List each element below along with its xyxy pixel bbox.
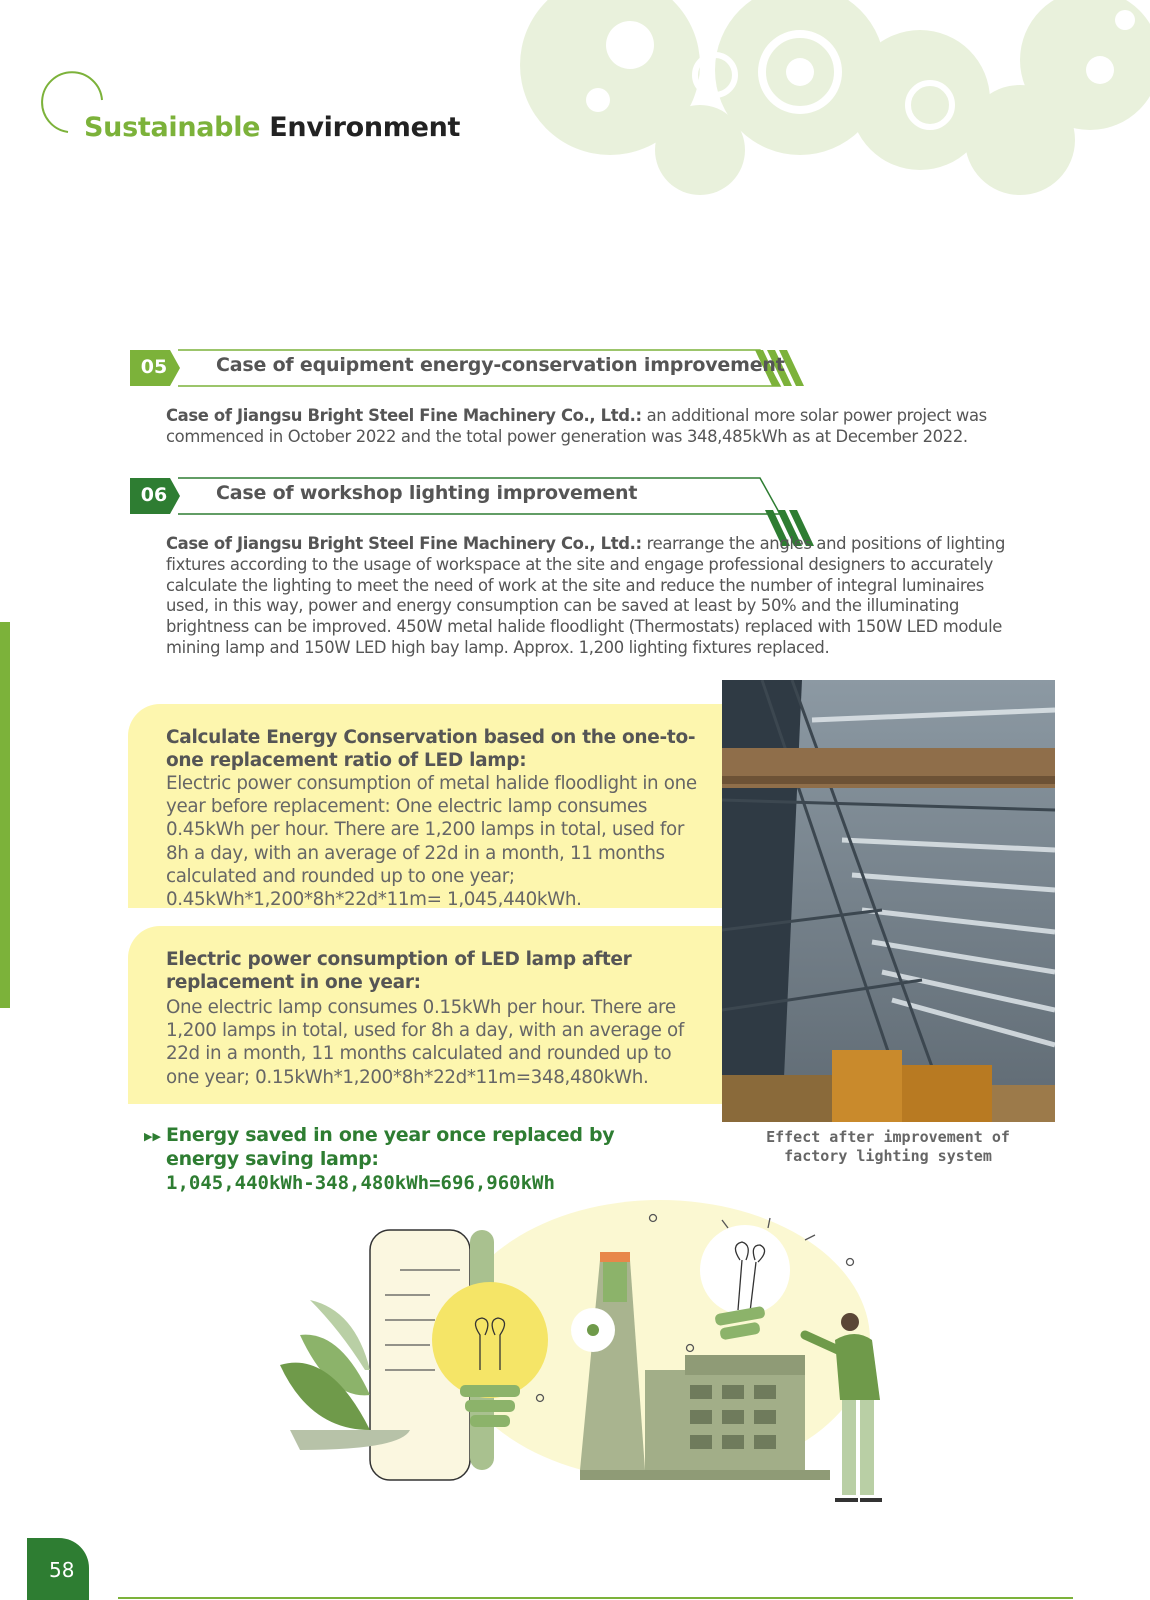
- photo-caption: Effect after improvement of factory lighting system: [766, 1128, 1010, 1165]
- calc-before-body: Electric power consumption of metal halide floodlight in one year before replacement: One electric lamp consumes 0.45kWh per hour. There are 1,200 lamps in total, used for 8h a day, with an average of 22d in a month, 11 months calculated and rounded up to one year; 0.45kWh*1,200*8h*22d*11m= 1,045,440kWh.: [166, 773, 697, 911]
- section-06-paragraph: [166, 534, 1016, 659]
- section-05-company: Case of Jiangsu Bright Steel Fine Machinery Co., Ltd.:: [166, 406, 642, 425]
- energy-saved-calculation: 1,045,440kWh-348,480kWh=696,960kWh: [166, 1172, 555, 1194]
- gears-decoration: [500, 0, 1150, 210]
- energy-saving-illustration: [260, 1200, 940, 1520]
- section-05-header: [130, 348, 830, 388]
- section-06-number: 06: [140, 484, 168, 506]
- page-title-green: Sustainable: [84, 112, 261, 143]
- calc-after-box: [128, 926, 728, 1104]
- page-title: [84, 112, 460, 143]
- page-number: 58: [27, 1538, 89, 1600]
- section-05-title: Case of equipment energy-conservation improvement: [216, 354, 785, 376]
- section-05-body: an additional more solar power project was commenced in October 2022 and the total power generation was 348,485kWh as at December 2022.: [166, 406, 987, 446]
- section-05-number: 05: [140, 356, 168, 378]
- section-06-body: rearrange the angles and positions of lighting fixtures according to the usage of workspace at the site and engage professional designers to accurately calculate the lighting to meet the need of work at the site and reduce the number of integral luminaires used, in this way, power and energy consumption can be saved at least by 50% and the illuminating brightness can be improved. 450W metal halide floodlight (Thermostats) replaced with 150W LED module mining lamp and 150W LED high bay lamp. Approx. 1,200 lighting fixtures replaced.: [166, 534, 1006, 657]
- calc-before-title: Calculate Energy Conservation based on the one-to-one replacement ratio of LED lamp:: [166, 727, 696, 771]
- energy-saved-title: Energy saved in one year once replaced by energy saving lamp:: [166, 1124, 615, 1170]
- calc-after-title: Electric power consumption of LED lamp after replacement in one year:: [166, 949, 632, 993]
- section-05-paragraph: [166, 406, 1016, 448]
- side-accent-bar: [0, 622, 10, 1008]
- section-06-company: Case of Jiangsu Bright Steel Fine Machinery Co., Ltd.:: [166, 534, 642, 553]
- section-06-header: [130, 476, 830, 516]
- factory-lighting-photo: [722, 680, 1055, 1122]
- page-title-dark: Environment: [269, 112, 461, 143]
- calc-after-body: One electric lamp consumes 0.15kWh per hour. There are 1,200 lamps in total, used for 8h a day, with an average of 22d in a month, 11 months calculated and rounded up to one year; 0.15kWh*1,200*8h*22d*11m=348,480kWh.: [166, 997, 684, 1088]
- calc-before-box: [128, 704, 728, 911]
- section-06-title: Case of workshop lighting improvement: [216, 482, 638, 504]
- double-arrow-icon: ▶▶: [144, 1131, 161, 1143]
- footer-divider: [118, 1597, 1073, 1599]
